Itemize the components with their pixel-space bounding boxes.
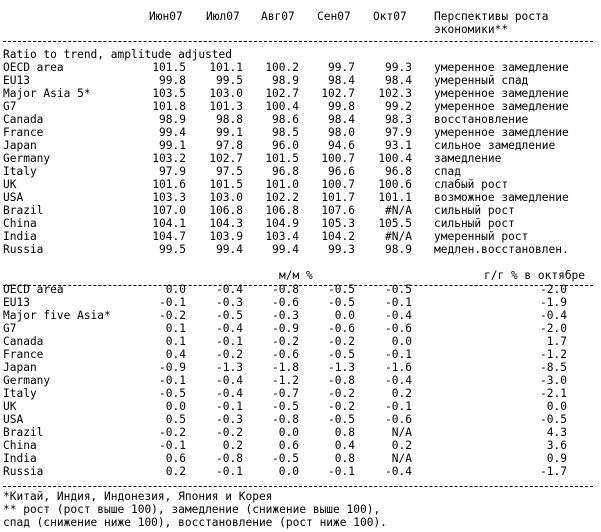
yoy-cell: -0.4 xyxy=(540,309,567,322)
value-cell: 99.4 xyxy=(272,243,299,256)
value-cell: 0.6 xyxy=(165,452,186,465)
value-cell: -0.1 xyxy=(216,465,243,478)
value-cell: -0.5 xyxy=(272,452,299,465)
country-label: China xyxy=(3,439,37,452)
value-cell: 97.9 xyxy=(159,165,186,178)
value-cell: 101.1 xyxy=(209,61,243,74)
value-cell: -0.3 xyxy=(216,413,243,426)
value-cell: 0.0 xyxy=(278,465,299,478)
value-cell: -0.3 xyxy=(216,296,243,309)
value-cell: -0.2 xyxy=(272,335,299,348)
value-cell: 98.4 xyxy=(328,74,355,87)
country-label: Brazil xyxy=(3,204,44,217)
outlook-cell: умеренное замедление xyxy=(434,126,569,139)
outlook-cell: замедление xyxy=(434,152,502,165)
mm-header: м/м % xyxy=(279,269,313,282)
yoy-cell: -3.0 xyxy=(540,374,567,387)
value-cell: -1.8 xyxy=(272,361,299,374)
value-cell: -0.6 xyxy=(328,322,355,335)
outlook-cell: сильное замедление xyxy=(434,139,556,152)
value-cell: -0.4 xyxy=(216,322,243,335)
outlook-cell: умеренный спад xyxy=(434,74,529,87)
country-label: Italy xyxy=(3,165,37,178)
value-cell: 0.0 xyxy=(278,426,299,439)
yoy-cell: 3.6 xyxy=(546,439,567,452)
value-cell: -0.6 xyxy=(385,413,412,426)
value-cell: 104.9 xyxy=(265,217,299,230)
value-cell: -0.7 xyxy=(272,387,299,400)
country-label: India xyxy=(3,230,37,243)
yoy-cell: 0.0 xyxy=(546,400,567,413)
yoy-cell: -2.0 xyxy=(540,322,567,335)
yoy-cell: -2.0 xyxy=(540,283,567,296)
value-cell: -0.8 xyxy=(216,452,243,465)
value-cell: 101.5 xyxy=(152,61,186,74)
value-cell: 97.8 xyxy=(216,139,243,152)
value-cell: -0.1 xyxy=(385,400,412,413)
country-label: G7 xyxy=(3,322,17,335)
value-cell: 106.8 xyxy=(265,204,299,217)
value-cell: 98.0 xyxy=(328,126,355,139)
country-label: Major Asia 5* xyxy=(3,87,91,100)
value-cell: #N/A xyxy=(385,230,412,243)
country-label: Germany xyxy=(3,374,51,387)
footnote-1: *Китай, Индия, Индонезия, Япония и Корея xyxy=(3,490,273,503)
value-cell: 101.6 xyxy=(152,178,186,191)
country-label: UK xyxy=(3,400,17,413)
country-label: OECD area xyxy=(3,283,64,296)
value-cell: 96.8 xyxy=(272,165,299,178)
yoy-cell: 0.9 xyxy=(546,452,567,465)
country-label: Russia xyxy=(3,465,44,478)
value-cell: 98.3 xyxy=(385,113,412,126)
value-cell: -0.9 xyxy=(159,361,186,374)
yoy-cell: -1.7 xyxy=(540,465,567,478)
value-cell: N/A xyxy=(391,426,412,439)
yoy-cell: -1.2 xyxy=(540,348,567,361)
country-label: OECD area xyxy=(3,61,64,74)
value-cell: -0.1 xyxy=(385,348,412,361)
value-cell: -1.6 xyxy=(385,361,412,374)
outlook-cell: возможное замедление xyxy=(434,191,569,204)
outlook-header-line2: экономики** xyxy=(434,23,509,36)
country-label: France xyxy=(3,348,44,361)
value-cell: 0.2 xyxy=(391,439,412,452)
value-cell: 100.7 xyxy=(321,178,355,191)
value-cell: 96.0 xyxy=(272,139,299,152)
outlook-cell: умеренное замедление xyxy=(434,87,569,100)
country-label: Germany xyxy=(3,152,51,165)
value-cell: -0.8 xyxy=(328,374,355,387)
country-label: EU13 xyxy=(3,74,30,87)
value-cell: 98.5 xyxy=(272,126,299,139)
country-label: India xyxy=(3,452,37,465)
value-cell: -0.5 xyxy=(385,283,412,296)
country-label: Japan xyxy=(3,139,37,152)
country-label: Japan xyxy=(3,361,37,374)
yoy-cell: 1.7 xyxy=(546,335,567,348)
value-cell: 104.1 xyxy=(152,217,186,230)
value-cell: -0.3 xyxy=(272,309,299,322)
value-cell: 103.2 xyxy=(152,152,186,165)
value-cell: 0.4 xyxy=(165,348,186,361)
column-header-row xyxy=(3,10,549,23)
value-cell: 101.0 xyxy=(265,178,299,191)
value-cell: -0.4 xyxy=(216,374,243,387)
value-cell: -0.6 xyxy=(272,296,299,309)
value-cell: 98.9 xyxy=(159,113,186,126)
value-cell: 0.0 xyxy=(165,400,186,413)
value-cell: 0.8 xyxy=(334,452,355,465)
value-cell: -0.8 xyxy=(272,283,299,296)
country-label: EU13 xyxy=(3,296,30,309)
country-label: Canada xyxy=(3,335,44,348)
value-cell: 0.8 xyxy=(334,426,355,439)
value-cell: -0.9 xyxy=(272,322,299,335)
value-cell: 99.2 xyxy=(385,100,412,113)
value-cell: -0.5 xyxy=(328,413,355,426)
value-cell: -0.4 xyxy=(216,387,243,400)
outlook-header-row2 xyxy=(3,23,509,36)
value-cell: 99.4 xyxy=(159,126,186,139)
value-cell: N/A xyxy=(391,452,412,465)
value-cell: -0.4 xyxy=(216,283,243,296)
value-cell: 104.7 xyxy=(152,230,186,243)
value-cell: -0.5 xyxy=(328,296,355,309)
value-cell: 103.0 xyxy=(209,191,243,204)
cli-report xyxy=(3,0,599,532)
value-cell: -0.5 xyxy=(328,348,355,361)
value-cell: 101.7 xyxy=(321,191,355,204)
value-cell: 98.9 xyxy=(385,243,412,256)
value-cell: 99.8 xyxy=(328,100,355,113)
outlook-cell: медлен.восстановлен. xyxy=(434,243,569,256)
value-cell: 103.9 xyxy=(209,230,243,243)
value-cell: 96.6 xyxy=(328,165,355,178)
value-cell: 0.6 xyxy=(278,439,299,452)
value-cell: 102.7 xyxy=(265,87,299,100)
footer-divider xyxy=(3,486,593,487)
footnote-2: ** рост (рост выше 100), замедление (снижение выше 100), xyxy=(3,503,381,516)
value-cell: -0.4 xyxy=(385,374,412,387)
value-cell: 100.6 xyxy=(378,178,412,191)
value-cell: 99.5 xyxy=(216,74,243,87)
country-label: Major five Asia* xyxy=(3,309,111,322)
yoy-cell: 4.3 xyxy=(546,426,567,439)
section2-header-row xyxy=(3,269,586,282)
column-header-sep: Сен07 xyxy=(317,10,351,23)
value-cell: 103.0 xyxy=(209,87,243,100)
value-cell: -0.4 xyxy=(385,309,412,322)
value-cell: 0.2 xyxy=(391,387,412,400)
value-cell: -0.1 xyxy=(328,465,355,478)
value-cell: -0.2 xyxy=(328,387,355,400)
outlook-cell: спад xyxy=(434,165,461,178)
value-cell: 0.4 xyxy=(334,439,355,452)
column-header-jul: Июл07 xyxy=(206,10,240,23)
country-label: Russia xyxy=(3,243,44,256)
value-cell: 102.3 xyxy=(378,87,412,100)
value-cell: 101.1 xyxy=(378,191,412,204)
value-cell: 103.3 xyxy=(152,191,186,204)
section1-title: Ratio to trend, amplitude adjusted xyxy=(3,48,233,61)
value-cell: 0.0 xyxy=(391,335,412,348)
value-cell: 94.6 xyxy=(328,139,355,152)
value-cell: 0.2 xyxy=(222,439,243,452)
value-cell: -0.1 xyxy=(385,296,412,309)
country-label: UK xyxy=(3,178,17,191)
country-label: G7 xyxy=(3,100,17,113)
value-cell: -0.2 xyxy=(328,400,355,413)
value-cell: 105.5 xyxy=(378,217,412,230)
yoy-cell: -2.1 xyxy=(540,387,567,400)
value-cell: 99.7 xyxy=(328,61,355,74)
outlook-cell: умеренное замедление xyxy=(434,61,569,74)
value-cell: 106.8 xyxy=(209,204,243,217)
country-label: USA xyxy=(3,191,24,204)
value-cell: 0.2 xyxy=(165,465,186,478)
value-cell: 99.3 xyxy=(328,243,355,256)
value-cell: 93.1 xyxy=(385,139,412,152)
value-cell: -0.6 xyxy=(385,322,412,335)
value-cell: 98.6 xyxy=(272,113,299,126)
value-cell: 97.9 xyxy=(385,126,412,139)
value-cell: -1.3 xyxy=(216,361,243,374)
value-cell: 99.1 xyxy=(216,126,243,139)
yy-header: г/г % в октябре xyxy=(484,269,586,282)
value-cell: 98.4 xyxy=(385,74,412,87)
value-cell: 0.0 xyxy=(165,283,186,296)
value-cell: -0.1 xyxy=(159,439,186,452)
outlook-cell: сильный рост xyxy=(434,204,515,217)
country-label: USA xyxy=(3,413,24,426)
value-cell: 98.8 xyxy=(216,113,243,126)
outlook-cell: сильный рост xyxy=(434,217,515,230)
value-cell: -0.2 xyxy=(216,348,243,361)
value-cell: -0.5 xyxy=(272,400,299,413)
value-cell: 102.2 xyxy=(265,191,299,204)
value-cell: #N/A xyxy=(385,204,412,217)
value-cell: 104.3 xyxy=(209,217,243,230)
footnote-3: спад (снижение ниже 100), восстановление (рост ниже 100). xyxy=(3,516,387,529)
value-cell: 98.9 xyxy=(272,74,299,87)
value-cell: 0.5 xyxy=(165,413,186,426)
header-divider xyxy=(3,41,593,42)
value-cell: 101.5 xyxy=(265,152,299,165)
yoy-cell: -0.5 xyxy=(540,413,567,426)
value-cell: -0.4 xyxy=(385,465,412,478)
yoy-cell: -1.9 xyxy=(540,296,567,309)
value-cell: 100.7 xyxy=(321,152,355,165)
country-label: China xyxy=(3,217,37,230)
value-cell: 100.4 xyxy=(265,100,299,113)
value-cell: 105.3 xyxy=(321,217,355,230)
country-label: Canada xyxy=(3,113,44,126)
value-cell: -0.6 xyxy=(272,348,299,361)
value-cell: 99.1 xyxy=(159,139,186,152)
value-cell: -0.5 xyxy=(216,309,243,322)
value-cell: -0.2 xyxy=(216,426,243,439)
outlook-cell: умеренное замедление xyxy=(434,100,569,113)
country-label: Italy xyxy=(3,387,37,400)
outlook-cell: умеренный рост xyxy=(434,230,529,243)
value-cell: 103.4 xyxy=(265,230,299,243)
value-cell: 0.0 xyxy=(334,309,355,322)
value-cell: 99.8 xyxy=(159,74,186,87)
value-cell: 0.1 xyxy=(165,322,186,335)
country-label: France xyxy=(3,126,44,139)
value-cell: -0.5 xyxy=(159,387,186,400)
value-cell: 0.1 xyxy=(165,335,186,348)
outlook-cell: восстановление xyxy=(434,113,529,126)
value-cell: 103.5 xyxy=(152,87,186,100)
value-cell: 99.5 xyxy=(159,243,186,256)
value-cell: -1.2 xyxy=(272,374,299,387)
value-cell: -0.1 xyxy=(216,335,243,348)
value-cell: 107.6 xyxy=(321,204,355,217)
value-cell: 97.5 xyxy=(216,165,243,178)
outlook-header-line1: Перспективы роста xyxy=(434,10,549,23)
value-cell: -0.1 xyxy=(159,374,186,387)
value-cell: 107.0 xyxy=(152,204,186,217)
outlook-cell: слабый рост xyxy=(434,178,509,191)
value-cell: -0.8 xyxy=(272,413,299,426)
value-cell: -0.2 xyxy=(159,309,186,322)
value-cell: -0.2 xyxy=(328,335,355,348)
value-cell: 99.4 xyxy=(216,243,243,256)
value-cell: -0.5 xyxy=(328,283,355,296)
value-cell: 101.8 xyxy=(152,100,186,113)
value-cell: -1.3 xyxy=(328,361,355,374)
value-cell: 96.8 xyxy=(385,165,412,178)
value-cell: -0.1 xyxy=(159,296,186,309)
value-cell: 100.2 xyxy=(265,61,299,74)
country-label: Brazil xyxy=(3,426,44,439)
value-cell: 102.7 xyxy=(209,152,243,165)
column-header-oct: Окт07 xyxy=(373,10,407,23)
value-cell: 102.7 xyxy=(321,87,355,100)
value-cell: 98.4 xyxy=(328,113,355,126)
value-cell: 104.2 xyxy=(321,230,355,243)
yoy-cell: -8.5 xyxy=(540,361,567,374)
value-cell: -0.2 xyxy=(159,426,186,439)
value-cell: 101.5 xyxy=(209,178,243,191)
value-cell: 101.3 xyxy=(209,100,243,113)
value-cell: 100.4 xyxy=(378,152,412,165)
column-header-aug: Авг07 xyxy=(261,10,295,23)
value-cell: -0.1 xyxy=(216,400,243,413)
value-cell: 99.3 xyxy=(385,61,412,74)
column-header-jun: Июн07 xyxy=(149,10,183,23)
